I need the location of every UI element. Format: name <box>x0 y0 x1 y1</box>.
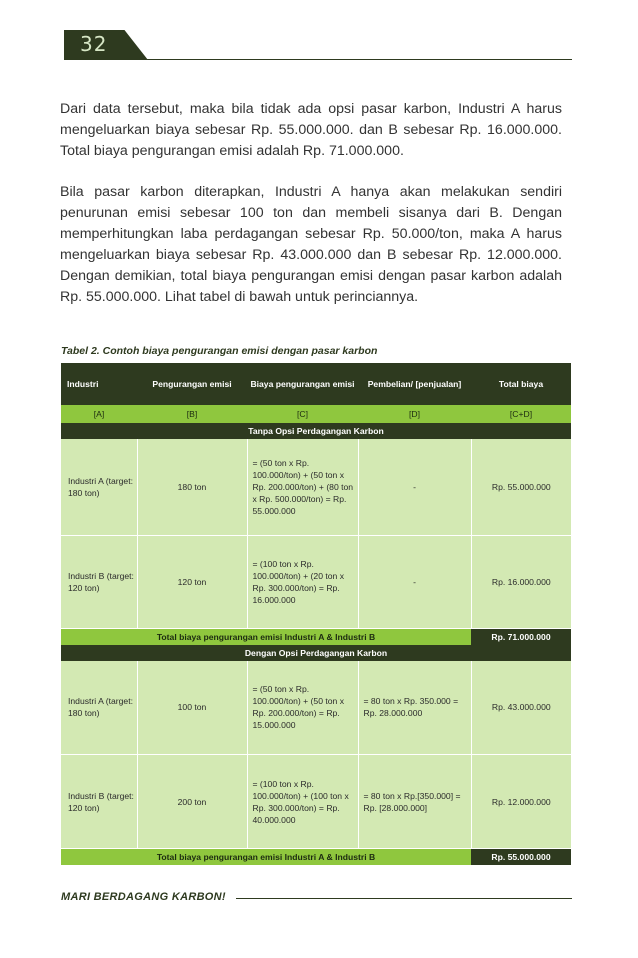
section-title: Dengan Opsi Perdagangan Karbon <box>61 645 571 661</box>
cell-industri: Industri A (target: 180 ton) <box>61 661 137 755</box>
header-pengurangan: Pengurangan emisi <box>137 363 247 405</box>
table-row <box>61 535 571 628</box>
cell-industri: Industri B (target: 120 ton) <box>61 535 137 628</box>
cell-pengurangan: 200 ton <box>137 755 247 849</box>
table-row <box>61 755 571 849</box>
header-industri: Industri <box>61 363 137 405</box>
table-row <box>61 661 571 755</box>
cell-biaya: = (100 ton x Rp. 100.000/ton) + (100 ton x Rp. 300.000/ton) = Rp. 40.000.000 <box>247 755 358 849</box>
letter-c: [C] <box>247 405 358 423</box>
page-number: 32 <box>80 32 108 56</box>
cell-pembelian: = 80 ton x Rp. 350.000 = Rp. 28.000.000 <box>358 661 471 755</box>
cell-pembelian: - <box>358 535 471 628</box>
paragraph-2: Bila pasar karbon diterapkan, Industri A hanya akan melakukan sendiri penurunan emisi sebesar 100 ton dan membeli sisanya dari B. Dengan memperhitungkan laba perdagangan sebesar Rp. 50.000/ton, maka A harus mengeluarkan biaya sebesar Rp. 43.000.000 dan B sebesar Rp. 12.000.000. Dengan demikian, total biaya pengurangan emisi dengan pasar karbon adalah Rp. 55.000.000. Lihat tabel di bawah untuk perinciannya. <box>60 184 562 305</box>
subtotal-row <box>61 849 571 866</box>
table-caption: Tabel 2. Contoh biaya pengurangan emisi dengan pasar karbon <box>61 345 378 357</box>
cell-pengurangan: 100 ton <box>137 661 247 755</box>
cell-biaya: = (100 ton x Rp. 100.000/ton) + (20 ton x Rp. 300.000/ton) = Rp. 16.000.000 <box>247 535 358 628</box>
cell-total: Rp. 55.000.000 <box>471 439 571 535</box>
cell-total: Rp. 12.000.000 <box>471 755 571 849</box>
cell-pembelian: - <box>358 439 471 535</box>
cell-total: Rp. 16.000.000 <box>471 535 571 628</box>
cell-pengurangan: 180 ton <box>137 439 247 535</box>
subtotal-value: Rp. 55.000.000 <box>471 849 571 866</box>
footer-rule <box>236 898 572 899</box>
section-heading <box>61 645 571 661</box>
section-title: Tanpa Opsi Perdagangan Karbon <box>61 423 571 439</box>
table-row <box>61 439 571 535</box>
letter-d: [D] <box>358 405 471 423</box>
header-biaya: Biaya pengurangan emisi <box>247 363 358 405</box>
footer-title: MARI BERDAGANG KARBON! <box>61 891 226 903</box>
cell-industri: Industri B (target: 120 ton) <box>61 755 137 849</box>
cell-biaya: = (50 ton x Rp. 100.000/ton) + (50 ton x Rp. 200.000/ton) = Rp. 15.000.000 <box>247 661 358 755</box>
header-rule <box>147 59 572 60</box>
header-total: Total biaya <box>471 363 571 405</box>
letter-a: [A] <box>61 405 137 423</box>
subtotal-label: Total biaya pengurangan emisi Industri A & Industri B <box>61 849 471 866</box>
letter-cd: [C+D] <box>471 405 571 423</box>
column-letter-row <box>61 405 571 423</box>
cell-biaya: = (50 ton x Rp. 100.000/ton) + (50 ton x Rp. 200.000/ton) + (80 ton x Rp. 500.000/ton) = Rp. 55.000.000 <box>247 439 358 535</box>
subtotal-value: Rp. 71.000.000 <box>471 628 571 645</box>
table-header-row <box>61 363 571 405</box>
cell-pengurangan: 120 ton <box>137 535 247 628</box>
emission-cost-table <box>61 363 571 865</box>
subtotal-row <box>61 628 571 645</box>
section-heading <box>61 423 571 439</box>
subtotal-label: Total biaya pengurangan emisi Industri A & Industri B <box>61 628 471 645</box>
header-pembelian: Pembelian/ [penjualan] <box>358 363 471 405</box>
letter-b: [B] <box>137 405 247 423</box>
cell-total: Rp. 43.000.000 <box>471 661 571 755</box>
paragraph-1: Dari data tersebut, maka bila tidak ada opsi pasar karbon, Industri A harus mengeluarkan biaya sebesar Rp. 55.000.000. dan B sebesar Rp. 16.000.000. Total biaya pengurangan emisi adalah Rp. 71.000.000. <box>60 101 562 159</box>
cell-industri: Industri A (target: 180 ton) <box>61 439 137 535</box>
cell-pembelian: = 80 ton x Rp.[350.000] = Rp. [28.000.000] <box>358 755 471 849</box>
